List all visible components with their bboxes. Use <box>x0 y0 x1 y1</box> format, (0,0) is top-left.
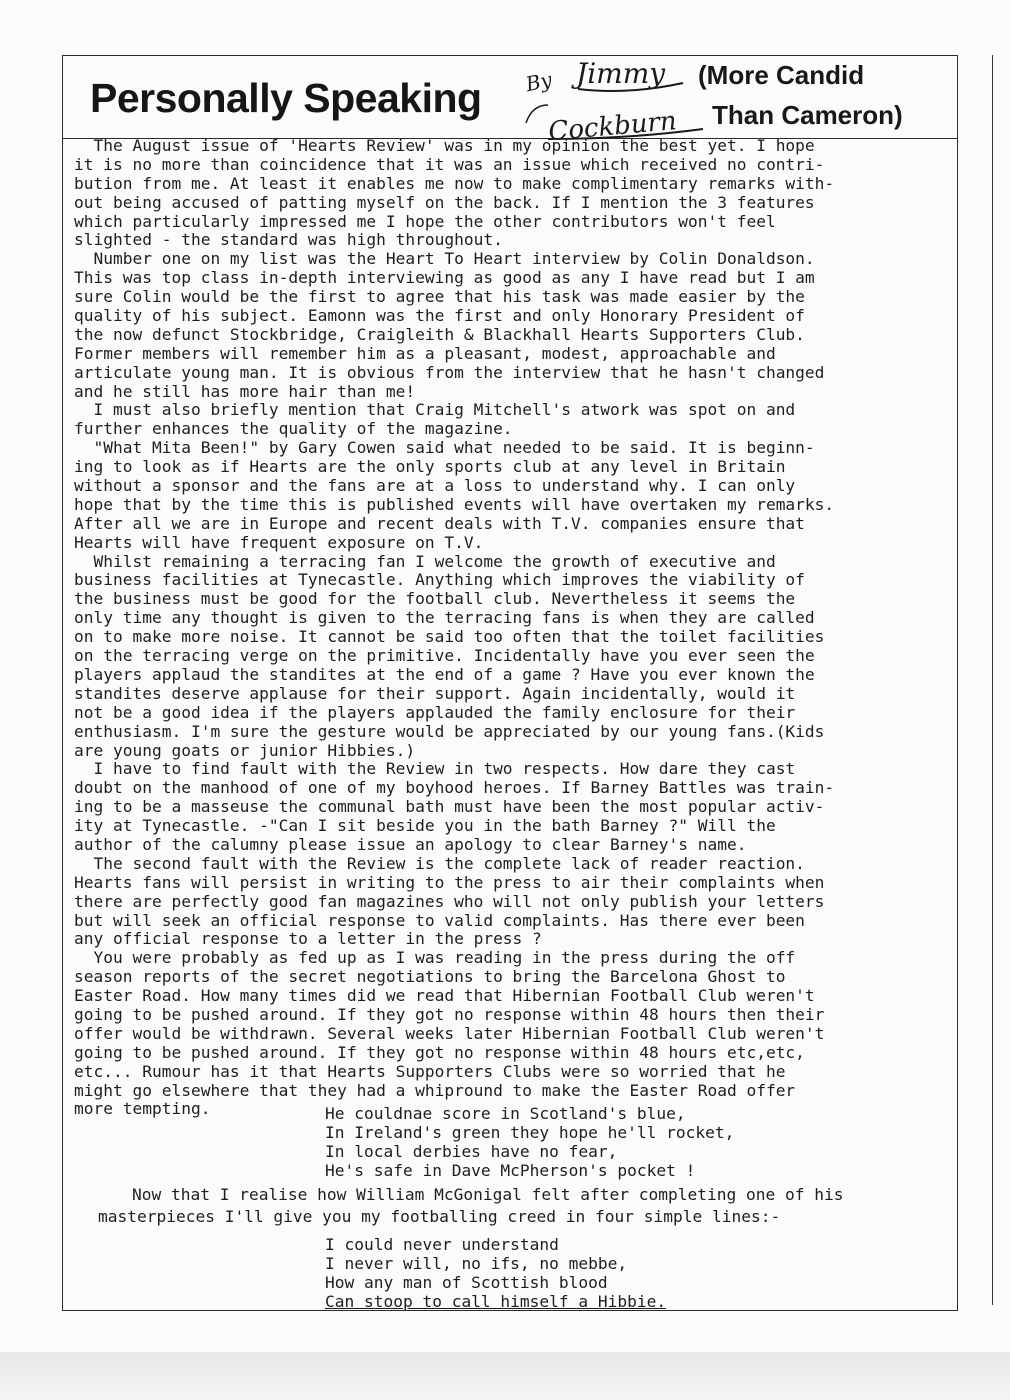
article-line: which particularly impressed me I hope the other contributors won't feel <box>74 211 776 231</box>
article-line: without a sponsor and the fans are at a loss to understand why. I can only <box>74 476 796 496</box>
poem-verse-one <box>325 1104 734 1180</box>
article-line: might go elsewhere that they had a whipround to make the Easter Road offer <box>74 1080 796 1100</box>
poem-line: Can stoop to call himself a Hibbie. <box>325 1292 667 1311</box>
article-line: author of the calumny please issue an apology to clear Barney's name. <box>74 834 747 854</box>
article-line: doubt on the manhood of one of my boyhood heroes. If Barney Battles was train- <box>74 778 835 798</box>
article-line: business facilities at Tynecastle. Anything which improves the viability of <box>74 570 805 590</box>
article-line: the business must be good for the football club. Nevertheless it seems the <box>74 589 796 609</box>
article-line: going to be pushed around. If they got no response within 48 hours etc,etc, <box>74 1042 805 1062</box>
closing-line-2: masterpieces I'll give you my footballing creed in four simple lines:- <box>98 1207 781 1226</box>
article-line: the now defunct Stockbridge, Craigleith & Blackhall Hearts Supporters Club. <box>74 324 805 344</box>
poem-line: He couldnae score in Scotland's blue, <box>325 1104 686 1123</box>
poem-line: He's safe in Dave McPherson's pocket ! <box>325 1161 696 1180</box>
article-line: I have to find fault with the Review in two respects. How dare they cast <box>74 759 796 779</box>
article-line: but will seek an official response to valid complaints. Has there ever been <box>74 910 805 930</box>
article-line: Number one on my list was the Heart To Heart interview by Colin Donaldson. <box>74 249 815 269</box>
article-line: hope that by the time this is published events will have overtaken my remarks. <box>74 494 835 514</box>
article-line: quality of his subject. Eamonn was the first and only Honorary President of <box>74 306 805 326</box>
article-line: Easter Road. How many times did we read that Hibernian Football Club weren't <box>74 986 815 1006</box>
poem-line: I never will, no ifs, no mebbe, <box>325 1254 628 1273</box>
byline-last-name: Cockburn <box>547 106 678 143</box>
handwritten-byline <box>518 53 708 143</box>
article-line: ity at Tynecastle. -"Can I sit beside you in the bath Barney ?" Will the <box>74 816 776 836</box>
poem-line: In local derbies have no fear, <box>325 1142 618 1161</box>
article-line: are young goats or junior Hibbies.) <box>74 740 416 760</box>
article-line: there are perfectly good fan magazines who will not only publish your letters <box>74 891 825 911</box>
page-edge-line <box>992 55 993 1305</box>
article-line: out being accused of patting myself on the back. If I mention the 3 features <box>74 192 815 212</box>
article-line: sure Colin would be the first to agree that his task was made easier by the <box>74 287 805 307</box>
article-line: "What Mita Been!" by Gary Cowen said what needed to be said. It is beginn- <box>74 438 815 458</box>
article-line: After all we are in Europe and recent deals with T.V. companies ensure that <box>74 513 805 533</box>
article-line: enthusiasm. I'm sure the gesture would be appreciated by our young fans.(Kids <box>74 721 825 741</box>
article-line: more tempting. <box>74 1099 211 1119</box>
article-line: it is no more than coincidence that it was an issue which received no contri- <box>74 154 825 174</box>
article-line: on to make more noise. It cannot be said too often that the toilet facilities <box>74 627 825 647</box>
article-line: any official response to a letter in the press ? <box>74 929 542 949</box>
byline-slash <box>526 105 548 123</box>
article-line: articulate young man. It is obvious from the interview that he hasn't changed <box>74 362 825 382</box>
subtitle-line-1: (More Candid <box>698 60 865 90</box>
scan-bottom-shadow <box>0 1352 1010 1400</box>
article-line: offer would be withdrawn. Several weeks later Hibernian Football Club weren't <box>74 1023 825 1043</box>
article-line: I must also briefly mention that Craig Mitchell's atwork was spot on and <box>74 400 796 420</box>
article-line: The August issue of 'Hearts Review' was in my opinion the best yet. I hope <box>74 136 815 155</box>
article-line: slighted - the standard was high throughout. <box>74 230 503 250</box>
article-line: Hearts fans will persist in writing to the press to air their complaints when <box>74 872 825 892</box>
article-line: bution from me. At least it enables me now to make complimentary remarks with- <box>74 173 835 193</box>
article-line: not be a good idea if the players applauded the family enclosure for their <box>74 702 796 722</box>
article-line: ing to look as if Hearts are the only sports club at any level in Britain <box>74 457 786 477</box>
article-line: Whilst remaining a terracing fan I welcome the growth of executive and <box>74 551 776 571</box>
article-line: Hearts will have frequent exposure on T.V. <box>74 532 484 552</box>
article-line: This was top class in-depth interviewing as good as any I have read but I am <box>74 268 815 288</box>
subtitle-line-2: Than Cameron) <box>712 100 903 130</box>
article-line: etc... Rumour has it that Hearts Supporters Clubs were so worried that he <box>74 1061 786 1081</box>
poem-line: How any man of Scottish blood <box>325 1273 608 1292</box>
article-line: standites deserve applause for their support. Again incidentally, would it <box>74 683 796 703</box>
article-line: season reports of the secret negotiations to bring the Barcelona Ghost to <box>74 967 786 987</box>
article-line: only time any thought is given to the terracing fans is when they are called <box>74 608 815 628</box>
byline-first-name: Jimmy <box>576 57 666 90</box>
article-line: players applaud the standites at the end of a game ? Have you ever known the <box>74 664 815 684</box>
article-line: Former members will remember him as a pleasant, modest, approachable and <box>74 343 776 363</box>
article-line: further enhances the quality of the magazine. <box>74 419 513 439</box>
article-line: You were probably as fed up as I was reading in the press during the off <box>74 948 796 968</box>
byline-signature <box>518 53 708 143</box>
poem-line: I could never understand <box>325 1235 559 1254</box>
article-line: ing to be a masseuse the communal bath must have been the most popular activ- <box>74 797 825 817</box>
closing-line-1: Now that I realise how William McGonigal felt after completing one of his <box>132 1185 844 1204</box>
article-line: on the terracing verge on the primitive. Incidentally have you ever seen the <box>74 646 815 666</box>
poem-verse-two <box>325 1235 666 1311</box>
article-subtitle <box>698 60 928 130</box>
closing-paragraph <box>98 1184 843 1228</box>
article-line: The second fault with the Review is the complete lack of reader reaction. <box>74 853 805 873</box>
article-line: and he still has more hair than me! <box>74 381 416 401</box>
article-line: going to be pushed around. If they got no response within 48 hours then their <box>74 1004 825 1024</box>
poem-line: In Ireland's green they hope he'll rocket, <box>325 1123 735 1142</box>
article-body <box>74 137 954 1119</box>
byline-by: By <box>523 67 554 97</box>
article-title: Personally Speaking <box>90 75 482 121</box>
